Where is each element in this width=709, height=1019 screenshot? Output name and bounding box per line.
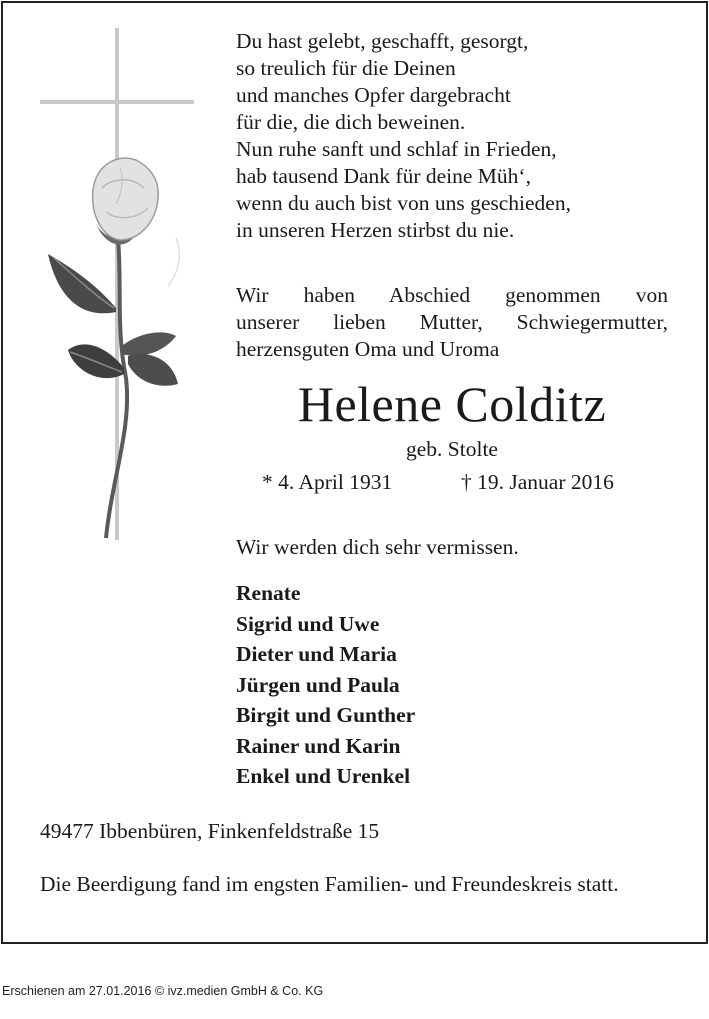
cross-with-rose-icon	[36, 28, 206, 544]
funeral-notice: Die Beerdigung fand im engsten Familien- und Freundeskreis statt.	[40, 872, 619, 896]
mourner-entry: Birgit und Gunther	[236, 703, 416, 727]
address: 49477 Ibbenbüren, Finkenfeldstraße 15	[40, 819, 380, 843]
birth-date: * 4. April 1931	[262, 470, 393, 494]
death-date: † 19. Januar 2016	[461, 470, 614, 494]
miss-text: Wir werden dich sehr vermissen.	[236, 535, 519, 559]
life-dates	[262, 469, 614, 495]
poem	[236, 28, 676, 244]
mourner-entry: Renate	[236, 581, 301, 605]
publication-footer: Erschienen am 27.01.2016 © ivz.medien GmbH & Co. KG	[2, 984, 324, 998]
mourner-entry: Enkel und Urenkel	[236, 764, 411, 788]
deceased-name: Helene Colditz	[297, 376, 607, 432]
mourner-entry: Rainer und Karin	[236, 733, 401, 758]
rose-bloom	[93, 158, 159, 240]
poem-line: Du hast gelebt, geschafft, gesorgt,	[236, 29, 529, 53]
cross-horizontal-beam	[40, 100, 194, 104]
rose-leaf	[122, 332, 176, 355]
mourner-entry: Sigrid und Uwe	[236, 611, 380, 636]
poem-line: wenn du auch bist von uns geschieden,	[236, 191, 571, 215]
maiden-name: geb. Stolte	[406, 437, 498, 461]
mourners-list	[236, 578, 415, 792]
farewell-text	[236, 282, 668, 363]
poem-line: in unseren Herzen stirbst du nie.	[236, 218, 515, 242]
poem-line: hab tausend Dank für deine Müh‘,	[236, 164, 531, 188]
poem-line: so treulich für die Deinen	[236, 56, 456, 80]
rose-leaf	[128, 354, 178, 386]
farewell-line: herzensguten Oma und Uroma	[236, 337, 500, 361]
farewell-line: Wir haben Abschied genommen von	[236, 283, 668, 307]
poem-line: für die, die dich beweinen.	[236, 110, 466, 134]
farewell-line: unserer lieben Mutter, Schwiegermutter,	[236, 310, 668, 334]
mourner-entry: Jürgen und Paula	[236, 672, 400, 697]
mourner-entry: Dieter und Maria	[236, 642, 397, 666]
poem-line: Nun ruhe sanft und schlaf in Frieden,	[236, 137, 557, 161]
poem-line: und manches Opfer dargebracht	[236, 83, 511, 107]
